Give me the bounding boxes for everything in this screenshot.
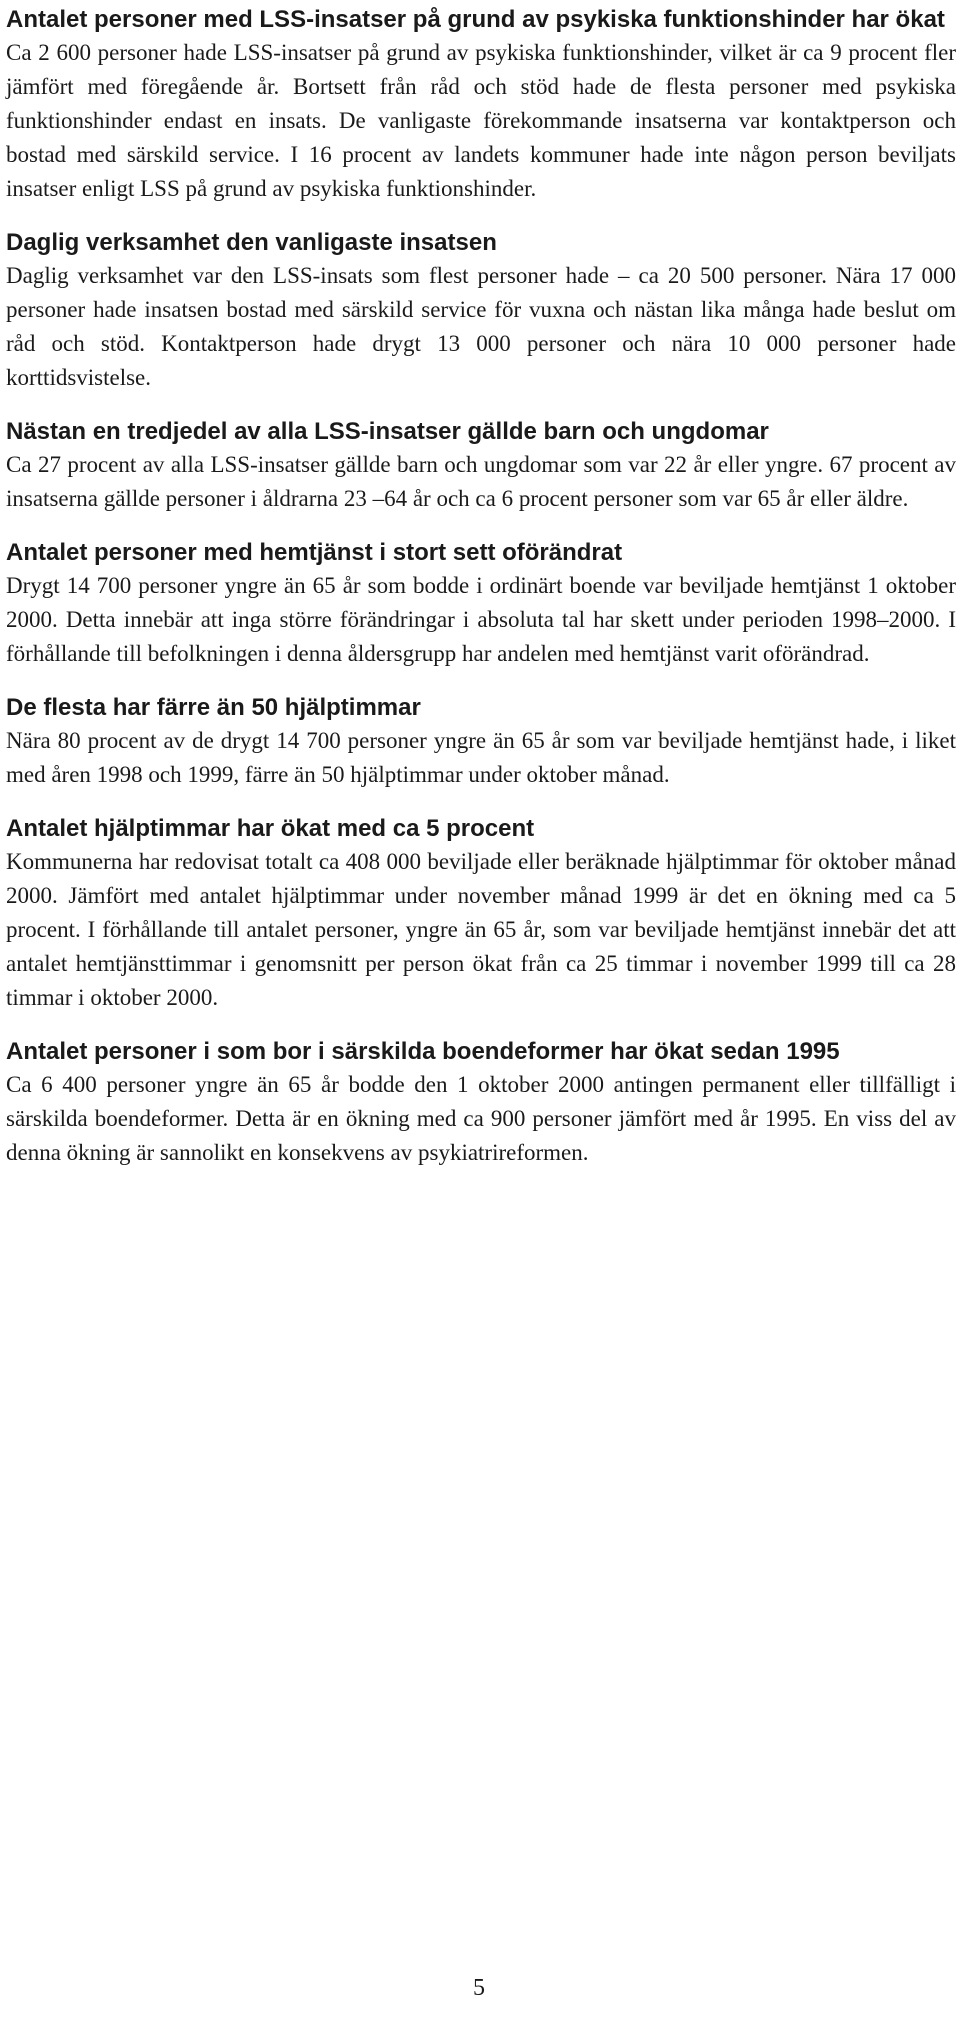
section-body: Daglig verksamhet var den LSS-insats som flest personer hade – ca 20 500 personer. Nära 17 000 personer hade insatsen bostad med särskild service för vuxna och nästan lika många hade beslut om råd och stöd. Kontaktperson hade drygt 13 000 personer och nära 10 000 personer hade korttidsvistelse. (6, 263, 956, 390)
section-heading: Antalet personer med hemtjänst i stort sett oförändrat (6, 539, 623, 566)
section-heading: Nästan en tredjedel av alla LSS-insatser gällde barn och ungdomar (6, 418, 769, 445)
section-body: Nära 80 procent av de drygt 14 700 personer yngre än 65 år som var beviljade hemtjänst hade, i liket med åren 1998 och 1999, färre än 50 hjälptimmar under oktober månad. (6, 728, 956, 787)
section-body: Drygt 14 700 personer yngre än 65 år som bodde i ordinärt boende var beviljade hemtjänst 1 oktober 2000. Detta innebär att inga större förändringar i absoluta tal har skett under perioden 1998–2000. I förhållande till befolkningen i denna åldersgrupp har andelen med hemtjänst varit oförändrad. (6, 573, 956, 666)
page-number: 5 (473, 1975, 485, 2001)
section-help-hours-under-50 (6, 692, 956, 792)
section-lss-psychiatric (6, 4, 956, 206)
section-special-housing (6, 1036, 956, 1170)
section-home-help (6, 537, 956, 671)
section-body: Ca 2 600 personer hade LSS-insatser på grund av psykiska funktionshinder, vilket är ca 9 procent fler jämfört med föregående år. Bortsett från råd och stöd hade de flesta personer med psykiska funktionshinder endast en insats. De vanligaste förekommande insatserna var kontaktperson och bostad med särskild service. I 16 procent av landets kommuner hade inte någon person beviljats insatser enligt LSS på grund av psykiska funktionshinder. (6, 40, 956, 201)
section-daily-activity (6, 227, 956, 395)
section-body: Ca 6 400 personer yngre än 65 år bodde den 1 oktober 2000 antingen permanent eller tillfälligt i särskilda boendeformer. Detta är en ökning med ca 900 personer jämfört med år 1995. En viss del av denna ökning är sannolikt en konsekvens av psykiatrireformen. (6, 1072, 956, 1165)
section-heading: Antalet hjälptimmar har ökat med ca 5 procent (6, 815, 535, 842)
section-heading: Antalet personer i som bor i särskilda boendeformer har ökat sedan 1995 (6, 1038, 840, 1065)
section-body: Kommunerna har redovisat totalt ca 408 000 beviljade eller beräknade hjälptimmar för oktober månad 2000. Jämfört med antalet hjälptimmar under november månad 1999 är det en ökning med ca 5 procent. I förhållande till antalet personer, yngre än 65 år, som var beviljade hemtjänst innebär det att antalet hemtjänsttimmar i genomsnitt per person ökat från ca 25 timmar i november 1999 till ca 28 timmar i oktober 2000. (6, 849, 956, 1010)
section-heading: Daglig verksamhet den vanligaste insatsen (6, 229, 497, 256)
section-heading: Antalet personer med LSS-insatser på grund av psykiska funktionshinder har ökat (6, 6, 945, 33)
section-body: Ca 27 procent av alla LSS-insatser gällde barn och ungdomar som var 22 år eller yngre. 67 procent av insatserna gällde personer i åldrarna 23 –64 år och ca 6 procent personer som var 65 år eller äldre. (6, 452, 956, 511)
section-children-youth (6, 416, 956, 516)
section-help-hours-increase (6, 813, 956, 1015)
document-page (6, 4, 956, 1191)
section-heading: De flesta har färre än 50 hjälptimmar (6, 694, 421, 721)
